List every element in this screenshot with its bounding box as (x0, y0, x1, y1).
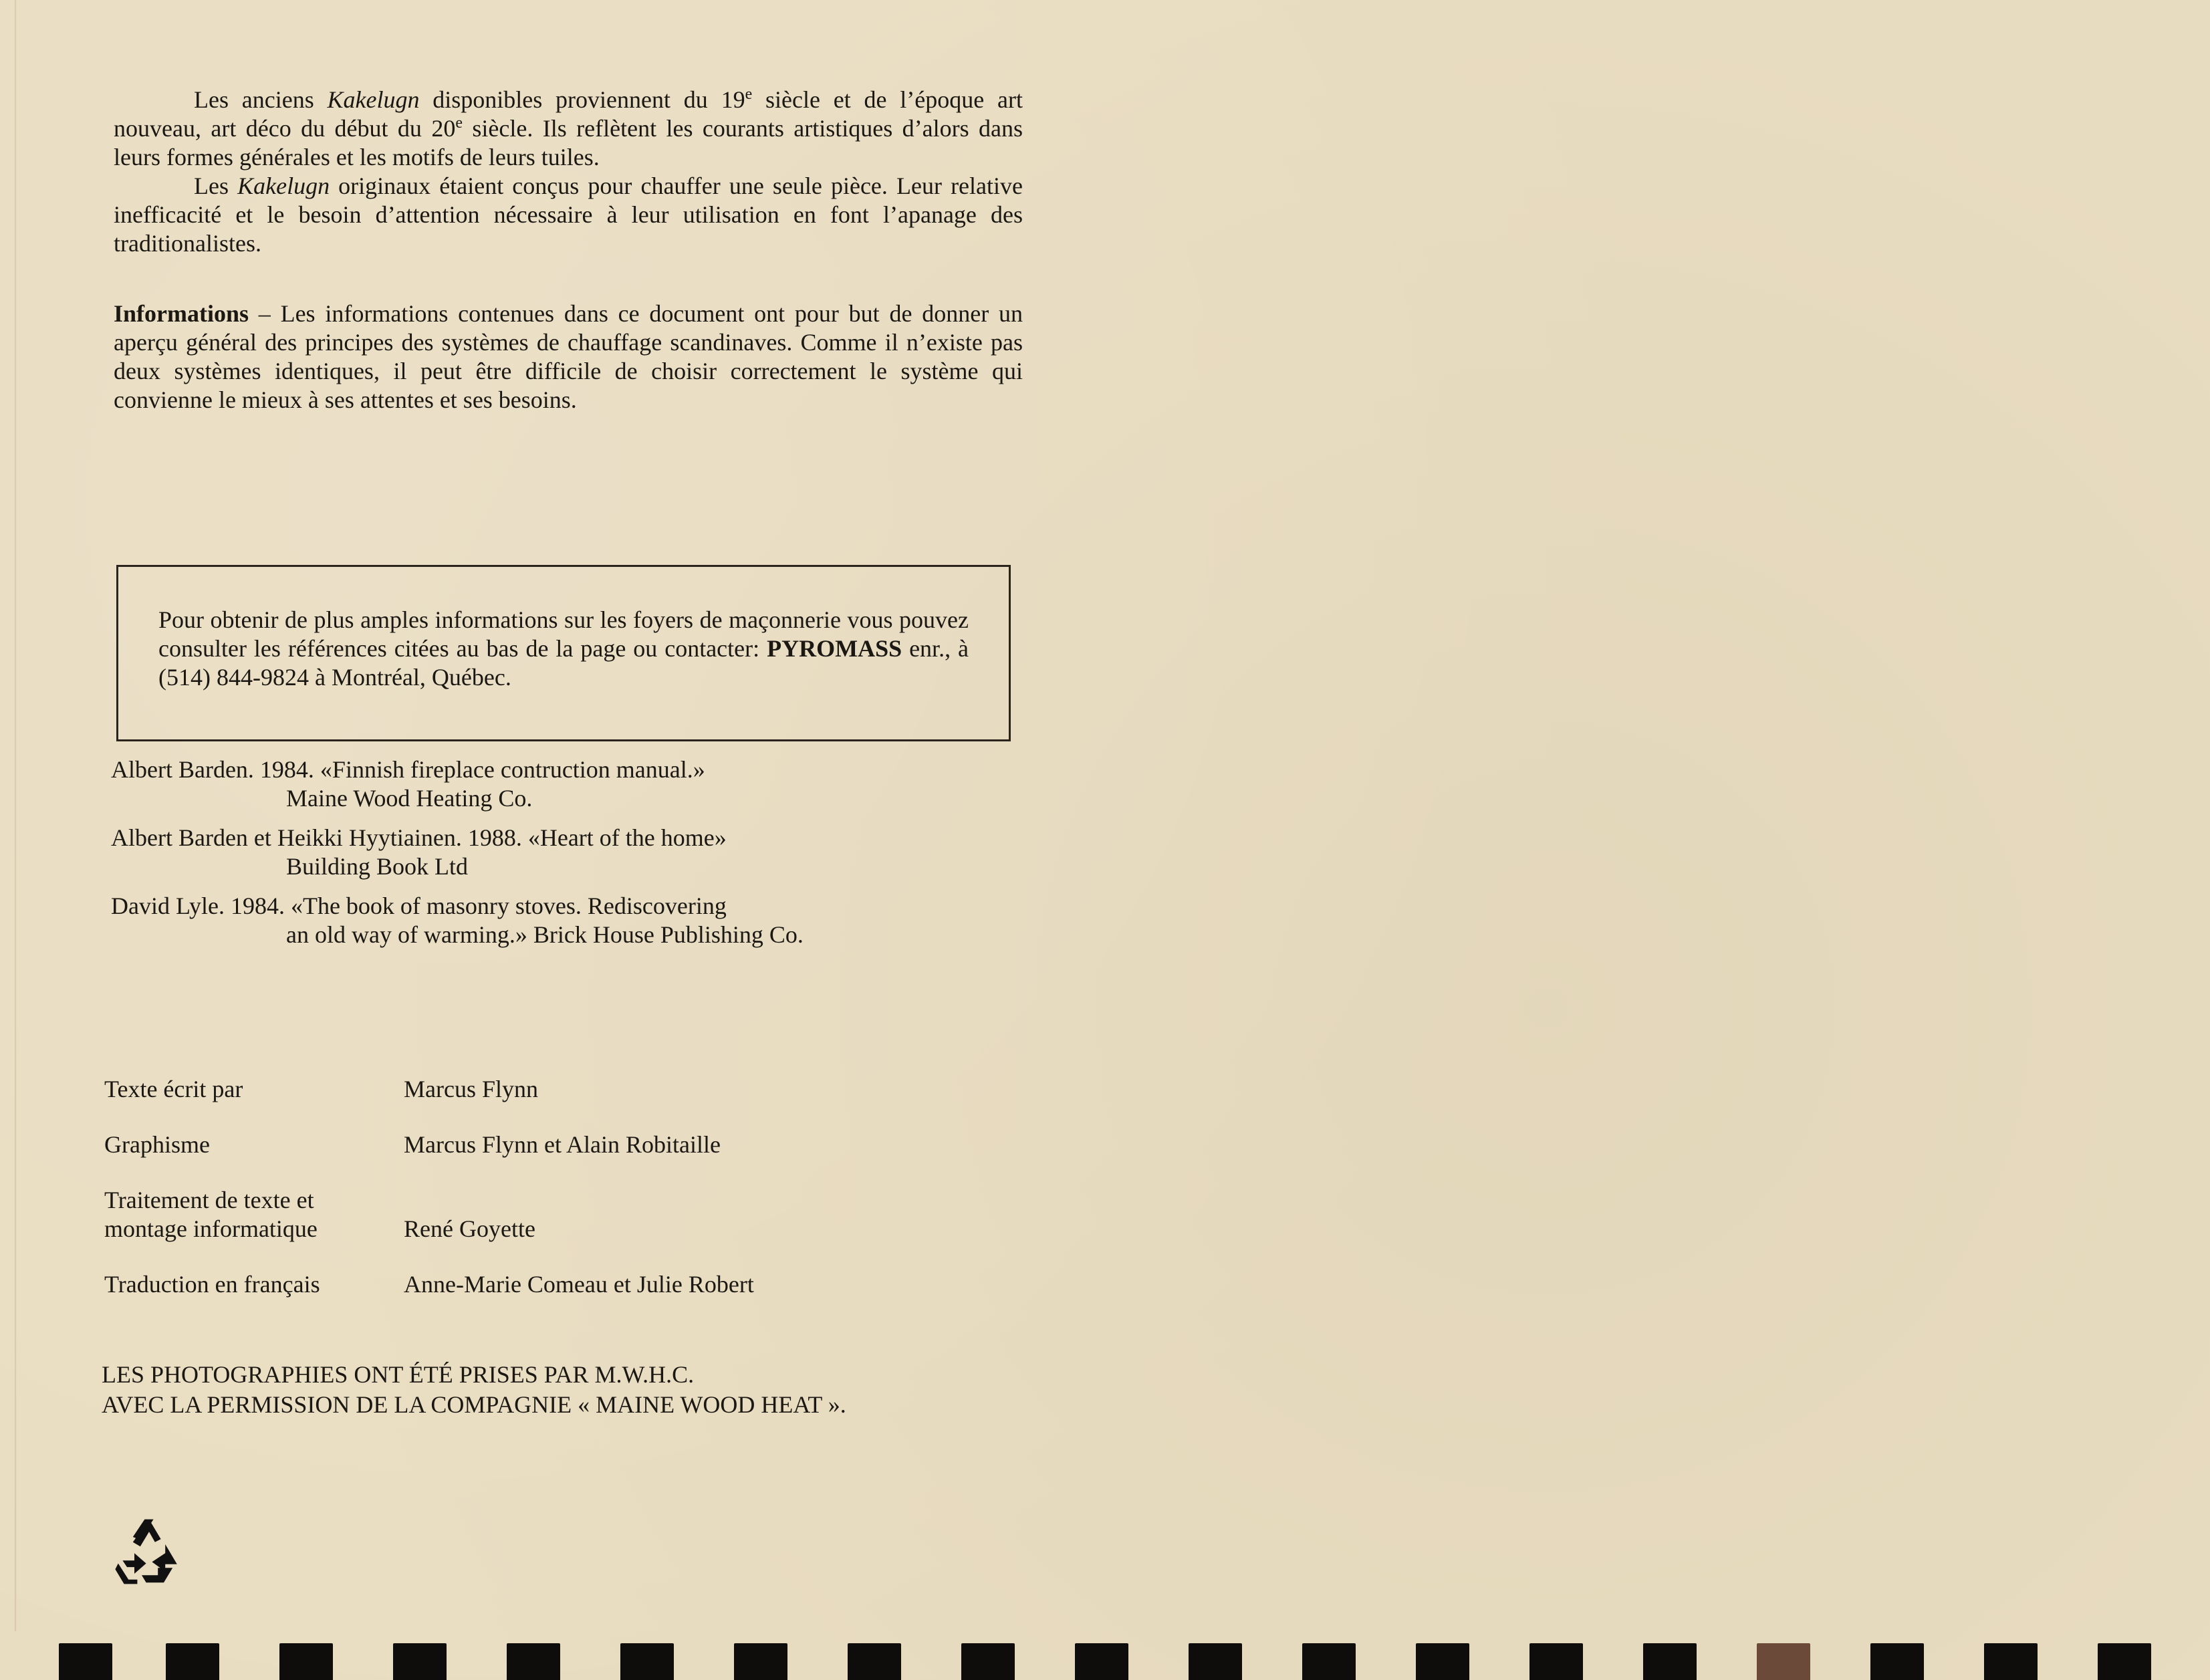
contact-info-text: Pour obtenir de plus amples informations sur les foyers de maçonnerie vous pouvez consulter les références citées au bas de la page ou contacter: PYROMASS enr., à (514) 844-9824 à Montréal, Québec. (158, 606, 969, 691)
binding-hole (2098, 1643, 2151, 1680)
binding-hole (1416, 1643, 1469, 1680)
spiral-binding (0, 1631, 2210, 1680)
binding-hole (734, 1643, 787, 1680)
photo-credit (102, 1360, 1037, 1420)
reference-item (111, 755, 1020, 813)
reference-citation: Albert Barden. 1984. «Finnish fireplace contruction manual.» (111, 756, 705, 783)
reference-citation: Albert Barden et Heikki Hyytiainen. 1988. «Heart of the home» (111, 824, 727, 851)
reference-publisher: Building Book Ltd (286, 853, 469, 880)
intro-section (114, 86, 1023, 258)
credit-role: Graphisme (104, 1131, 210, 1158)
binding-hole (961, 1643, 1015, 1680)
reference-publisher: Maine Wood Heating Co. (286, 785, 533, 812)
credit-name: René Goyette (404, 1215, 535, 1242)
binding-hole (1870, 1643, 1924, 1680)
binding-hole (1075, 1643, 1128, 1680)
credit-row (104, 1270, 1040, 1299)
photo-credit-line: AVEC LA PERMISSION DE LA COMPAGNIE « MAINE WOOD HEAT ». (102, 1391, 846, 1418)
informations-label: Informations (114, 300, 249, 327)
intro-paragraph-1: Les anciens Kakelugn disponibles proviennent du 19e siècle et de l’époque art nouveau, art déco du début du 20e siècle. Ils reflètent les courants artistiques d’alors dans leurs formes générales et les motifs de leurs tuiles. (114, 86, 1023, 170)
credit-role (104, 1186, 404, 1243)
reference-item (111, 892, 1020, 949)
credit-name: Anne-Marie Comeau et Julie Robert (404, 1271, 754, 1298)
binding-hole (59, 1643, 112, 1680)
binding-hole (1189, 1643, 1242, 1680)
binding-hole (507, 1643, 560, 1680)
credits-section (104, 1075, 1040, 1326)
binding-hole (1529, 1643, 1583, 1680)
binding-hole (1984, 1643, 2038, 1680)
informations-section (114, 299, 1023, 414)
references-list (111, 755, 1020, 960)
credit-role-line: montage informatique (104, 1215, 318, 1242)
informations-paragraph: Informations – Les informations contenues dans ce document ont pour but de donner un aperçu général des principes des systèmes de chauffage scandinaves. Comme il n’existe pas deux systèmes identiques, il peut être difficile de choisir correctement le système qui convienne le mieux à ses attentes et ses besoins. (114, 300, 1023, 413)
credit-row (104, 1075, 1040, 1104)
intro-paragraph-2: Les Kakelugn originaux étaient conçus pour chauffer une seule pièce. Leur relative inefficacité et le besoin d’attention nécessaire à leur utilisation en font l’apanage des traditionalistes. (114, 172, 1023, 257)
reference-citation: David Lyle. 1984. «The book of masonry stoves. Rediscovering (111, 892, 727, 919)
reference-item (111, 824, 1020, 881)
credit-row (104, 1130, 1040, 1159)
kakelugn-term: Kakelugn (327, 86, 420, 113)
binding-hole (166, 1643, 219, 1680)
binding-hole (620, 1643, 674, 1680)
contact-info-box (116, 565, 1011, 741)
photo-credit-line: LES PHOTOGRAPHIES ONT ÉTÉ PRISES PAR M.W.H.C. (102, 1361, 695, 1388)
binding-hole (1302, 1643, 1356, 1680)
binding-hole (1757, 1643, 1810, 1680)
credit-row (104, 1186, 1040, 1243)
page-fold-line (15, 0, 17, 1631)
credit-role: Traduction en français (104, 1271, 320, 1298)
binding-hole (279, 1643, 333, 1680)
kakelugn-term: Kakelugn (237, 172, 330, 199)
binding-hole (848, 1643, 901, 1680)
credit-name: Marcus Flynn (404, 1076, 538, 1102)
credit-role: Texte écrit par (104, 1076, 243, 1102)
binding-hole (393, 1643, 447, 1680)
pyromass-brand: PYROMASS (767, 635, 902, 662)
recycle-icon (112, 1515, 186, 1588)
credit-name: Marcus Flynn et Alain Robitaille (404, 1131, 721, 1158)
credit-role-line: Traitement de texte et (104, 1187, 314, 1213)
binding-hole (1643, 1643, 1697, 1680)
reference-publisher: an old way of warming.» Brick House Publishing Co. (286, 921, 804, 948)
